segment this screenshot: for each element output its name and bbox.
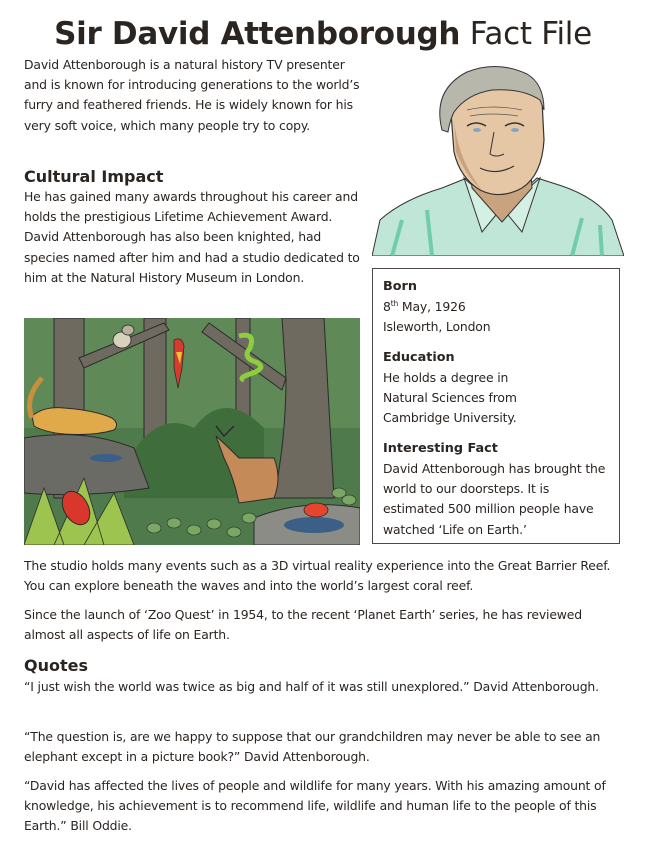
rainforest-animals-image (24, 318, 360, 545)
fact-box (372, 268, 620, 544)
education-heading: Education (383, 350, 455, 365)
interesting-fact-heading: Interesting Fact (383, 441, 498, 456)
quote-item: “I just wish the world was twice as big and half of it was still unexplored.” David Attenborough. (24, 679, 599, 694)
born-date-rest: May, 1926 (398, 299, 466, 314)
quote-item: “David has affected the lives of people and wildlife for many years. With his amazing amount of knowledge, his achievement is to recommend life, wildlife and human life to the people of this Earth.” Bill Oddie. (24, 778, 606, 834)
quote-item: “The question is, are we happy to suppose that our grandchildren may never be able to see an elephant except in a picture book?” David Attenborough. (24, 729, 601, 765)
born-date (383, 297, 615, 317)
born-day: 8 (383, 299, 391, 314)
born-heading: Born (383, 279, 417, 294)
interesting-fact-text: David Attenborough has brought the world to our doorsteps. It is estimated 500 million people have watched ‘Life on Earth.’ (383, 461, 606, 537)
born-day-suffix: th (390, 299, 399, 308)
attenborough-portrait-image (372, 60, 624, 256)
since-paragraph: Since the launch of ‘Zoo Quest’ in 1954, to the recent ‘Planet Earth’ series, he has reviewed almost all aspects of life on Earth. (24, 607, 582, 643)
page-title (0, 14, 646, 54)
education-text: He holds a degree in Natural Sciences from Cambridge University. (383, 370, 517, 426)
title-suffix: Fact File (469, 16, 592, 52)
cultural-impact-heading: Cultural Impact (24, 167, 164, 186)
title-name: Sir David Attenborough (54, 16, 461, 52)
studio-paragraph: The studio holds many events such as a 3D virtual reality experience into the Great Barrier Reef. You can explore beneath the waves and into the world’s largest coral reef. (24, 558, 611, 594)
born-place: Isleworth, London (383, 319, 491, 334)
cultural-impact-paragraph: He has gained many awards throughout his career and holds the prestigious Lifetime Achievement Award. David Attenborough has also been knighted, had species named after him and had a studio dedicated to him at the Natural History Museum in London. (24, 189, 360, 285)
quotes-heading: Quotes (24, 656, 89, 675)
intro-paragraph: David Attenborough is a natural history TV presenter and is known for introducing generations to the world’s furry and feathered friends. He is widely known for his very soft voice, which many people try to copy. (24, 57, 360, 133)
